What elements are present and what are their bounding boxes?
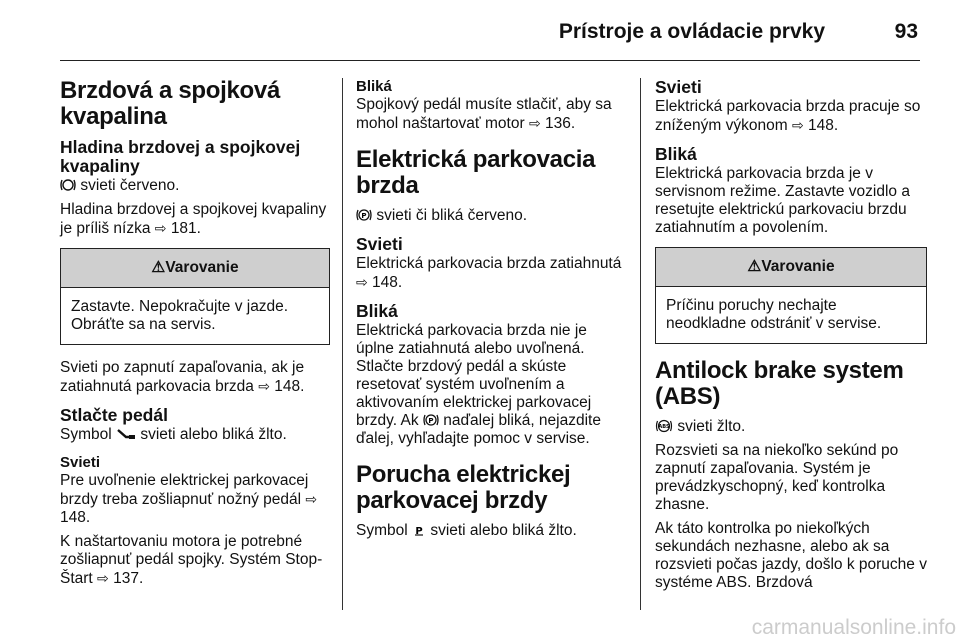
section-heading: Brzdová a spojková kvapalina — [60, 77, 281, 130]
subsection-heading: Bliká — [655, 144, 697, 164]
svg-text:P: P — [361, 212, 367, 220]
symbol-label: Symbol — [60, 426, 112, 443]
column-3 — [655, 78, 927, 598]
warning-icon: ⚠ — [151, 259, 166, 276]
symbol-label: Symbol — [356, 522, 408, 539]
svg-text:P: P — [415, 526, 423, 537]
epb-fault-icon — [412, 523, 426, 537]
column-2 — [356, 78, 628, 546]
page-header — [60, 0, 920, 61]
page-ref-icon: ⇨ — [356, 274, 368, 290]
section-heading: Porucha elektrickej parkovacej brzdy — [356, 461, 571, 514]
column-divider — [640, 78, 641, 610]
symbol-text: svieti alebo bliká žlto. — [430, 522, 577, 539]
paragraph: K naštartovaniu motora je potrebné zošliapnuť pedál spojky. Systém Stop-Štart — [60, 533, 323, 587]
warning-box — [60, 248, 330, 345]
section-heading: Elektrická parkovacia brzda — [356, 146, 596, 199]
warning-box — [655, 247, 927, 344]
paragraph: Spojkový pedál musíte stlačiť, aby sa mohol naštartovať motor — [356, 96, 612, 132]
warning-text: Príčinu poruchy nechajte neodkladne odstrániť v servise. — [666, 297, 882, 332]
paragraph: Pre uvoľnenie elektrickej parkovacej brzdy treba zošliapnuť nožný pedál — [60, 472, 309, 508]
subsection-heading: Svieti — [655, 77, 702, 97]
lamp-text: svieti žlto. — [677, 418, 746, 435]
page-ref-icon: ⇨ — [305, 491, 318, 507]
warning-text: Zastavte. Nepokračujte v jazde. Obráťte sa na servis. — [71, 298, 289, 333]
warning-title: Varovanie — [165, 259, 239, 276]
paragraph: naďalej bliká, nejazdite ďalej, vyhľadajte pomoc v servise. — [356, 412, 601, 447]
section-heading: Antilock brake system (ABS) — [655, 357, 904, 410]
paragraph: Elektrická parkovacia brzda je v servisnom režime. Zastavte vozidlo a resetujte elektrickú parkovaciu brzdu zatiahnutím a povolením. — [655, 165, 910, 236]
clutch-pedal-icon — [116, 427, 136, 441]
parking-brake-icon — [356, 208, 372, 222]
warning-title: Varovanie — [761, 258, 835, 275]
minor-heading: Svieti — [60, 454, 101, 471]
page-ref[interactable]: 181. — [170, 220, 201, 237]
svg-text:ABS: ABS — [658, 424, 670, 430]
page-ref[interactable]: 137. — [113, 570, 144, 587]
subsection-heading: Svieti — [356, 234, 403, 254]
column-1 — [60, 78, 330, 594]
paragraph: Ak táto kontrolka po niekoľkých sekundách nezhasne, alebo ak sa rozsvieti počas jazdy, došlo k poruche v systéme ABS. Brzdová — [655, 520, 927, 591]
subsection-heading: Bliká — [356, 301, 398, 321]
page-number: 93 — [894, 20, 918, 43]
page-ref[interactable]: 148. — [274, 378, 305, 395]
watermark: carmanualsonline.info — [751, 616, 956, 639]
page-ref-icon: ⇨ — [258, 378, 270, 394]
page-ref[interactable]: 148. — [808, 117, 839, 134]
page-ref-icon: ⇨ — [97, 570, 109, 586]
paragraph: Rozsvieti sa na niekoľko sekúnd po zapnutí zapaľovania. Systém je prevádzkyschopný, keď kontrolka zhasne. — [655, 442, 899, 513]
warning-header — [61, 249, 329, 288]
page-ref-icon: ⇨ — [154, 220, 167, 236]
symbol-text: svieti alebo bliká žlto. — [140, 426, 287, 443]
paragraph: Elektrická parkovacia brzda pracuje so zníženým výkonom — [655, 98, 921, 134]
paragraph: Elektrická parkovacia brzda zatiahnutá — [356, 255, 622, 272]
page-ref[interactable]: 148. — [60, 509, 91, 526]
parking-brake-icon — [423, 413, 439, 427]
header-title: Prístroje a ovládacie prvky — [558, 20, 825, 43]
abs-icon — [655, 419, 673, 433]
page-ref[interactable]: 148. — [372, 274, 403, 291]
warning-header — [656, 248, 926, 287]
subsection-heading: Hladina brzdovej a spojkovej kvapaliny — [60, 137, 301, 176]
page-ref-icon: ⇨ — [791, 117, 804, 133]
column-divider — [342, 78, 343, 610]
lamp-text: svieti či bliká červeno. — [376, 207, 528, 224]
minor-heading: Bliká — [356, 78, 392, 95]
subsection-heading: Stlačte pedál — [60, 405, 168, 425]
page-ref[interactable]: 136. — [545, 115, 576, 132]
warning-icon: ⚠ — [747, 258, 762, 275]
brake-warning-lamp-icon — [60, 178, 76, 192]
page-ref-icon: ⇨ — [528, 115, 541, 131]
lamp-text: svieti červeno. — [80, 177, 180, 194]
paragraph: Hladina brzdovej a spojkovej kvapaliny je príliš nízka — [60, 201, 327, 237]
svg-text:P: P — [428, 417, 434, 425]
paragraph: Svieti po zapnutí zapaľovania, ak je zatiahnutá parkovacia brzda — [60, 359, 305, 395]
paragraph: Elektrická parkovacia brzda nie je úplne zatiahnutá alebo uvoľnená. Stlačte brzdový pedál a skúste resetovať systém uvoľnením a aktivovaním elektrickej parkovacej brzdy. Ak — [356, 322, 592, 429]
